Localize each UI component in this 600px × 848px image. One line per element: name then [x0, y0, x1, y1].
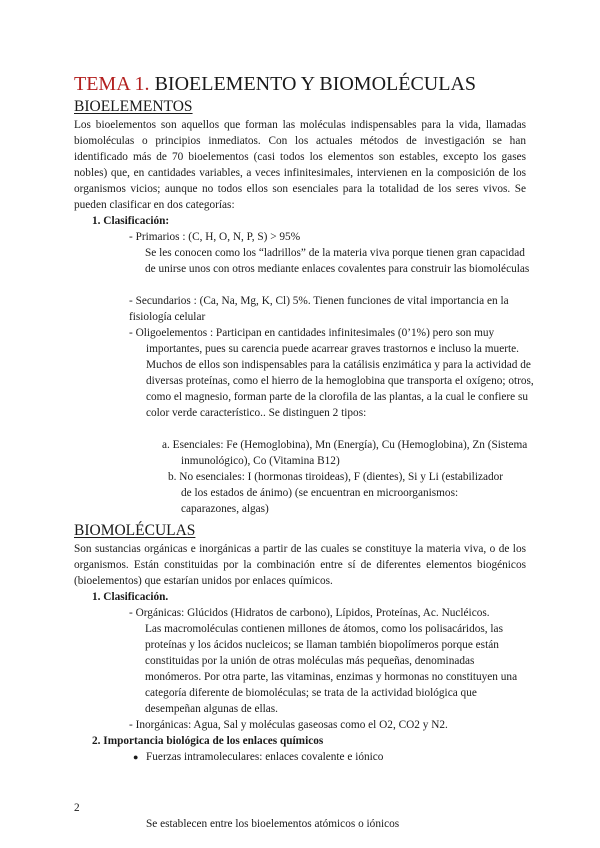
- biomoleculas-clasificacion-heading: 1. Clasificación.: [92, 591, 169, 603]
- title-number: TEMA 1.: [74, 73, 150, 95]
- continued-text: Se establecen entre los bioelementos atómicos o iónicos: [146, 818, 400, 830]
- title-text: BIOELEMENTO Y BIOMOLÉCULAS: [149, 73, 477, 95]
- bullet-icon: ●: [133, 752, 139, 762]
- biomoleculas-heading: BIOMOLÉCULAS: [74, 522, 196, 539]
- no-esenciales-item: b. No esenciales: I (hormonas tiroideas), F (dientes), Si y Li (estabilizador de los estados de ánimo) (se encuentran en microorganismos: caparazones, algas): [168, 471, 504, 515]
- importancia-heading: 2. Importancia biológica de los enlaces químicos: [92, 735, 324, 747]
- primarios-item: - Primarios : (C, H, O, N, P, S) > 95%: [129, 231, 301, 243]
- bioelementos-heading: BIOELEMENTOS: [74, 98, 193, 115]
- organicas-description: Las macromoléculas contienen millones de átomos, como los polisacáridos, las proteínas y los ácidos nucleicos; se llaman también biopolímeros porque están constituidas por la unión de otras moléculas más pequeñas, denominadas monómeros. Por otra parte, las vitaminas, enzimas y hormonas no constituyen una categoría diferente de biomoléculas; se trata de la actividad biológica que desempeñan algunas de ellas.: [145, 623, 518, 715]
- esenciales-item: a. Esenciales: Fe (Hemoglobina), Mn (Energía), Cu (Hemoglobina), Zn (Sistema inmunológico), Co (Vitamina B12): [162, 439, 528, 467]
- organicas-item: - Orgánicas: Glúcidos (Hidratos de carbono), Lípidos, Proteínas, Ac. Nucléicos.: [129, 607, 490, 619]
- page-number: 2: [74, 802, 80, 814]
- fuerzas-item: [133, 749, 526, 765]
- biomoleculas-intro: Son sustancias orgánicas e inorgánicas a partir de las cuales se constituye la materia viva, o de los organismos. Están constituidas por la combinación entre sí de diferentes elementos biogénicos (bioelementos) que estarían unidos por enlaces químicos.: [74, 543, 526, 587]
- inorganicas-item: - Inorgánicas: Agua, Sal y moléculas gaseosas como el O2, CO2 y N2.: [129, 719, 448, 731]
- page-title: [74, 72, 476, 96]
- bioelementos-clasificacion-heading: 1. Clasificación:: [92, 215, 170, 227]
- fuerzas-text: Fuerzas intramoleculares: enlaces covalente e iónico: [146, 751, 384, 763]
- oligoelementos-item: - Oligoelementos : Participan en cantidades infinitesimales (0’1%) pero son muy importantes, pues su carencia puede acarrear graves trastornos e incluso la muerte. Muchos de ellos son indispensables para la catálisis enzimática y para la actividad de diversas proteínas, como el hierro de la hemoglobina que transporta el oxígeno; otros, como el magnesio, forman parte de la clorofila de las plantas, a la cual le confiere su color verde característico.. Se distinguen 2 tipos:: [129, 327, 534, 419]
- secundarios-item: [129, 293, 524, 325]
- bioelementos-intro: Los bioelementos son aquellos que forman las moléculas indispensables para la vida, llamadas biomoléculas o principios inmediatos. Con los actuales métodos de investigación se han identificado más de 70 bioelementos (casi todos los elementos son estables, excepto los gases nobles) que, en cantidades variables, a veces infinitesimales, intervienen en la composición de los organismos vicios; aunque no todos ellos son esenciales para la totalidad de los seres vivos. Se pueden clasificar en dos categorías:: [74, 119, 526, 211]
- secundarios-text: - Secundarios : (Ca, Na, Mg, K, Cl) 5%. Tienen funciones de vital importancia en la fisiología celular: [129, 295, 509, 323]
- primarios-description: Se les conocen como los “ladrillos” de la materia viva porque tienen gran capacidad de unirse unos con otros mediante enlaces covalentes para construir las biomoléculas: [145, 247, 530, 275]
